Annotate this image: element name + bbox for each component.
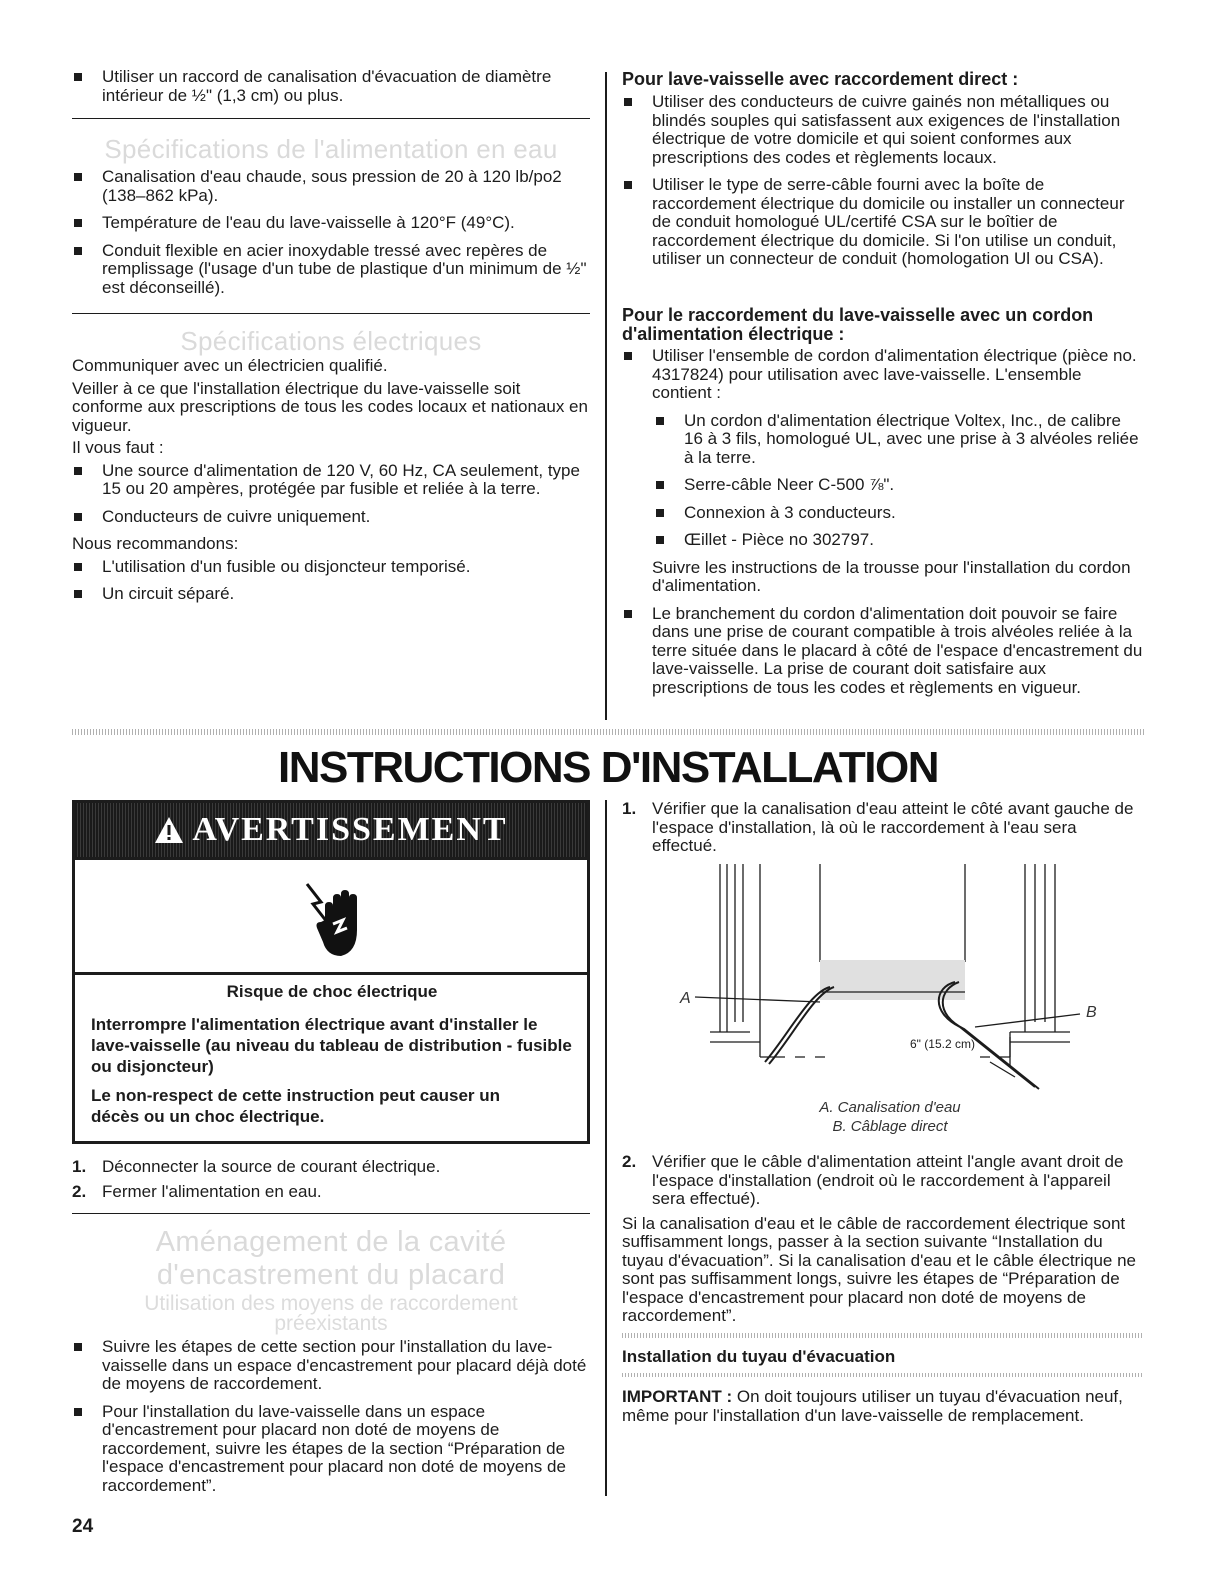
sub-list-item [652, 531, 1144, 550]
list-item [72, 558, 590, 577]
cavity-heading-line2: d'encastrement du placard [156, 1259, 506, 1291]
list-item-text: L'utilisation d'un fusible ou disjoncteur temporisé. [102, 556, 471, 576]
list-item [72, 462, 590, 499]
cavity-subheading-line1: Utilisation des moyens de raccordement [144, 1292, 518, 1315]
caption-a: A. Canalisation d'eau [819, 1099, 961, 1116]
drain-important-note [622, 1388, 1144, 1425]
list-item [72, 168, 590, 205]
cavity-list [72, 1338, 590, 1504]
column-divider [605, 72, 607, 720]
list-item-text: Conduit flexible en acier inoxydable tressé avec repères de remplissage (l'usage d'un tube de plastique d'un minimum de ½" est déconseillé). [102, 240, 587, 297]
step-item [72, 1183, 590, 1202]
step-number: 1. [622, 799, 637, 818]
direct-connection-heading: Pour lave-vaisselle avec raccordement direct : [622, 69, 1019, 89]
important-label: IMPORTANT : [622, 1387, 733, 1406]
section-separator [622, 1373, 1144, 1377]
warning-banner-text: AVERTISSEMENT [192, 810, 508, 848]
list-item [622, 176, 1144, 269]
list-item-text: Œillet - Pièce no 302797. [684, 530, 874, 549]
warning-consequence: Le non-respect de cette instruction peut causer un décès ou un choc électrique. [91, 1085, 501, 1126]
column-divider [605, 800, 607, 1496]
list-item-text: Une source d'alimentation de 120 V, 60 Hz, CA seulement, type 15 ou 20 ampères, protégée par fusible et reliée à la terre. [102, 460, 580, 498]
page-title: INSTRUCTIONS D'INSTALLATION [277, 743, 939, 792]
list-item-text: Un cordon d'alimentation électrique Voltex, Inc., de calibre 16 à 3 fils, homologué UL, avec une prise à 3 alvéoles reliée à la terre. [684, 410, 1139, 467]
list-item [72, 585, 590, 604]
divider [72, 313, 590, 314]
warning-risk: Risque de choc électrique [226, 982, 438, 1001]
list-item-text: Utiliser un raccord de canalisation d'évacuation de diamètre intérieur de ½" (1,3 cm) ou plus. [102, 67, 552, 105]
step-item [622, 800, 1144, 856]
step-item [72, 1158, 590, 1177]
list-item-text: Utiliser le type de serre-câble fourni avec la boîte de raccordement électrique du domicile ou installer un connecteur de conduit homologué UL/certifé CSA sur le boîtier de raccordement électrique du domicile. Si l'on utilise un conduit, utiliser un connecteur de conduit (homologation Ul ou CSA). [652, 175, 1125, 268]
sub-list-item [652, 476, 1144, 495]
list-item-text: Utiliser des conducteurs de cuivre gainés non métalliques ou blindés souples qui satisfassent aux exigences de l'installation électrique de votre domicile et qui soient conformes aux prescriptions des codes et règlements locaux. [652, 92, 1121, 167]
important-text: On doit toujours utiliser un tuyau d'évacuation neuf, même pour l'installation d'un lave-vaisselle de remplacement. [622, 1387, 1123, 1425]
sub-list-item [652, 412, 1144, 468]
list-item [72, 242, 590, 298]
cord-connection-heading: Pour le raccordement du lave-vaisselle avec un cordon d'alimentation électrique : [622, 305, 1094, 344]
step-number: 1. [72, 1157, 87, 1176]
warning-body [75, 975, 587, 1127]
list-item [72, 508, 590, 527]
connection-diagram [680, 862, 1100, 1092]
steps-left [72, 1158, 590, 1207]
follow-text: Suivre les instructions de la trousse pour l'installation du cordon d'alimentation. [652, 557, 1131, 595]
list-item-text: Canalisation d'eau chaude, sous pression de 20 à 120 lb/po2 (138–862 kPa). [102, 167, 562, 205]
electrical-spec-body [72, 357, 590, 613]
paragraph: Veiller à ce que l'installation électrique du lave-vaisselle soit conforme aux prescriptions de tous les codes locaux et nationaux en vigueur. [72, 378, 588, 435]
step-text: Déconnecter la source de courant électrique. [102, 1157, 441, 1176]
list-item [72, 1403, 590, 1496]
list-item [622, 605, 1144, 698]
caption-b: B. Câblage direct [832, 1118, 948, 1135]
page-number: 24 [72, 1516, 94, 1537]
paragraph: Communiquer avec un électricien qualifié. [72, 356, 388, 375]
diagram-dimension: 6" (15.2 cm) [910, 1037, 975, 1051]
warning-box [72, 800, 590, 1144]
divider [72, 118, 590, 119]
step2-block [622, 1153, 1144, 1330]
diagram-label-b: B [1086, 1004, 1097, 1021]
list-item-text: Le branchement du cordon d'alimentation doit pouvoir se faire dans une prise de courant compatible à trois alvéoles reliée à la terre située dans le placard à côté de l'espace d'encastrement du lave-vaisselle. La prise de courant doit satisfaire aux prescriptions de tous les codes et règlements en vigueur. [652, 603, 1143, 697]
list-item [72, 1338, 590, 1394]
cavity-subheading-line2: préexistants [274, 1312, 388, 1335]
paragraph: Si la canalisation d'eau et le câble de raccordement électrique sont suffisamment longs, passer à la section suivante “Installation du tuyau d'évacuation”. Si la canalisation d'eau et le câble électrique ne sont pas suffisamment longs, suivre les étapes de “Préparation de l'espace d'encastrement pour placard non doté de moyens de raccordement”. [622, 1213, 1136, 1325]
warning-banner [75, 803, 587, 857]
warning-triangle-icon [154, 816, 184, 844]
diagram-label-a: A [680, 990, 691, 1007]
diagram-svg [680, 862, 1100, 1092]
step-number: 2. [72, 1181, 87, 1201]
section-separator [72, 729, 1144, 735]
step-number: 2. [622, 1152, 637, 1171]
list-item-text: Connexion à 3 conducteurs. [684, 502, 896, 522]
step-item [622, 1153, 1144, 1209]
list-item-text: Un circuit séparé. [102, 584, 235, 603]
sub-list-item [652, 504, 1144, 523]
drain-bullet-list [72, 68, 590, 114]
list-item-text: Conducteurs de cuivre uniquement. [102, 506, 371, 526]
paragraph: Nous recommandons: [72, 534, 239, 553]
list-item [622, 93, 1144, 167]
cord-connection-section [622, 306, 1144, 706]
step-text: Fermer l'alimentation en eau. [102, 1181, 322, 1201]
list-item-text: Serre-câble Neer C-500 ⅞". [684, 475, 895, 494]
list-item [72, 214, 590, 233]
warning-symbol-area [75, 857, 587, 975]
electrical-spec-heading: Spécifications électriques [180, 326, 482, 356]
figure-caption [680, 1098, 1100, 1136]
step-text: Vérifier que le câble d'alimentation atteint l'angle avant droit de l'espace d'installation (endroit où le raccordement à l'appareil sera effectué). [652, 1152, 1124, 1208]
water-spec-heading: Spécifications de l'alimentation en eau [104, 134, 558, 164]
water-spec-list [72, 168, 590, 306]
warning-instruction: Interrompre l'alimentation électrique avant d'installer le lave-vaisselle (au niveau du tableau de distribution - fusible ou disjoncteur) [91, 1014, 572, 1076]
list-item-text: Suivre les étapes de cette section pour l'installation du lave-vaisselle dans un espace d'encastrement pour placard déjà doté de moyens de raccordement. [102, 1337, 587, 1393]
step1-block [622, 800, 1144, 862]
direct-connection-section [622, 70, 1144, 278]
section-separator [622, 1333, 1144, 1338]
list-item-text: Utiliser l'ensemble de cordon d'alimentation électrique (pièce no. 4317824) pour utilisation avec lave-vaisselle. L'ensemble contient : [652, 346, 1137, 402]
list-item [72, 68, 590, 105]
paragraph: Il vous faut : [72, 438, 164, 457]
electrical-shock-hand-icon [303, 880, 365, 965]
divider [72, 1213, 590, 1214]
list-item-text: Pour l'installation du lave-vaisselle dans un espace d'encastrement pour placard non doté de moyens de raccordement, suivre les étapes de la section “Préparation de l'espace d'encastrement pour placard non doté de moyens de raccordement”. [102, 1401, 566, 1495]
step-text: Vérifier que la canalisation d'eau atteint le côté avant gauche de l'espace d'installation, là où le raccordement à l'eau sera effectué. [652, 799, 1134, 855]
drain-section-heading: Installation du tuyau d'évacuation [622, 1347, 896, 1366]
sub-list [652, 412, 1144, 550]
list-item [622, 347, 1144, 596]
list-item-text: Température de l'eau du lave-vaisselle à 120°F (49°C). [102, 213, 515, 232]
cavity-heading-line1: Aménagement de la cavité [155, 1226, 507, 1258]
